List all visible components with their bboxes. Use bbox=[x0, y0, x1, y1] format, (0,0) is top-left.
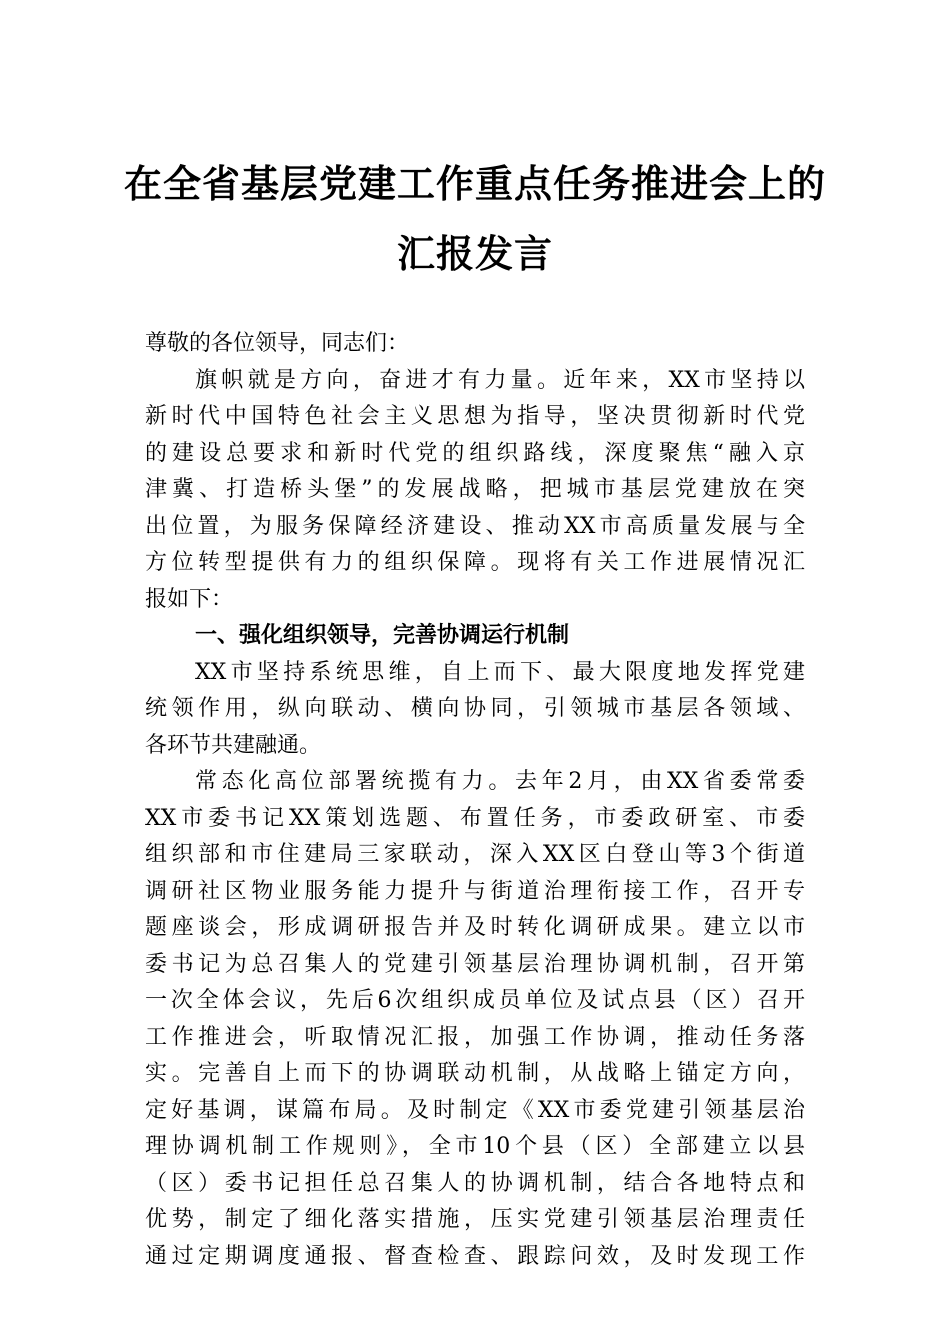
body-line: 理协调机制工作规则》，全市10个县（区）全部建立以县 bbox=[145, 1134, 805, 1159]
body-line: 组织部和市住建局三家联动，深入XX区白登山等3个街道 bbox=[145, 842, 805, 867]
body-line: 常态化高位部署统揽有力。去年2月，由XX省委常委 bbox=[195, 769, 805, 794]
body-line: （区）委书记担任总召集人的协调机制，结合各地特点和 bbox=[145, 1170, 805, 1196]
body-line: 调研社区物业服务能力提升与街道治理衔接工作，召开专 bbox=[145, 878, 805, 904]
body-line: 优势，制定了细化落实措施，压实党建引领基层治理责任 bbox=[145, 1207, 805, 1232]
body-line: 方位转型提供有力的组织保障。现将有关工作进展情况汇 bbox=[145, 550, 805, 575]
body-line: 统领作用，纵向联动、横向协同，引领城市基层各领域、 bbox=[145, 696, 805, 721]
body-line: 通过定期调度通报、督查检查、跟踪问效，及时发现工作 bbox=[145, 1243, 805, 1269]
body-line: 旗帜就是方向，奋进才有力量。近年来，XX市坚持以 bbox=[195, 367, 805, 393]
document-body bbox=[145, 326, 805, 1275]
salutation: 尊敬的各位领导，同志们： bbox=[145, 331, 410, 356]
body-line: 委书记为总召集人的党建引领基层治理协调机制，召开第 bbox=[145, 951, 805, 977]
body-line: 报如下： bbox=[145, 586, 234, 612]
body-line: 出位置，为服务保障经济建设、推动XX市高质量发展与全 bbox=[145, 513, 805, 539]
body-line: 津冀、打造桥头堡”的发展战略，把城市基层党建放在突 bbox=[145, 477, 805, 502]
body-line: 实。完善自上而下的协调联动机制，从战略上锚定方向， bbox=[145, 1061, 805, 1086]
section-heading: 一、强化组织领导，完善协调运行机制 bbox=[195, 623, 570, 648]
body-line: 一次全体会议，先后6次组织成员单位及试点县（区）召开 bbox=[145, 988, 805, 1013]
document-title-line-1: 在全省基层党建工作重点任务推进会上的 bbox=[123, 161, 826, 206]
body-line: 工作推进会，听取情况汇报，加强工作协调，推动任务落 bbox=[145, 1024, 805, 1050]
body-line: 的建设总要求和新时代党的组织路线，深度聚焦“融入京 bbox=[145, 440, 805, 466]
body-line: 题座谈会，形成调研报告并及时转化调研成果。建立以市 bbox=[145, 915, 805, 940]
document-title-line-2: 汇报发言 bbox=[396, 231, 553, 276]
body-line: 新时代中国特色社会主义思想为指导，坚决贯彻新时代党 bbox=[145, 404, 805, 429]
body-line: XX市委书记XX策划选题、布置任务，市委政研室、市委 bbox=[145, 805, 805, 831]
body-line: XX市坚持系统思维，自上而下、最大限度地发挥党建 bbox=[195, 659, 805, 685]
body-line: 各环节共建融通。 bbox=[145, 732, 322, 758]
body-line: 定好基调，谋篇布局。及时制定《XX市委党建引领基层治 bbox=[145, 1097, 805, 1123]
